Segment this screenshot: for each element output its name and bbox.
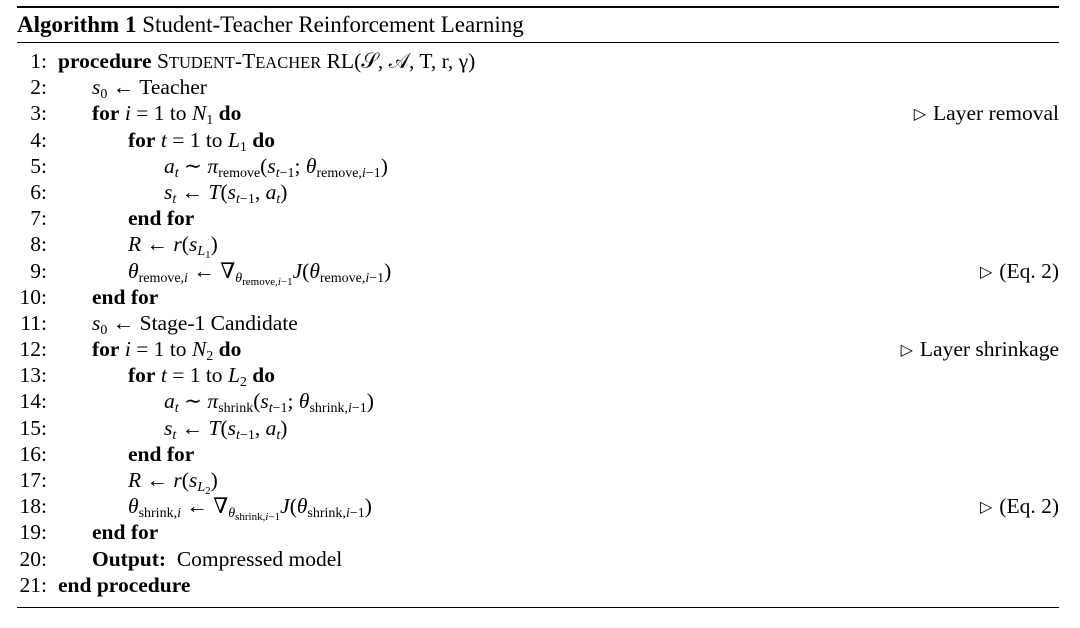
line-text: end for — [92, 520, 159, 545]
line-number: 2: — [30, 75, 47, 100]
line-comment: ▷ Layer shrinkage — [901, 336, 1059, 365]
line-text: $\theta_{shrink,i}$ ← $\nabla_{\theta_{shrink,i-1}}J(\theta_{shrink,i-1})$ — [128, 494, 372, 524]
algorithm-line — [17, 205, 1059, 231]
line-number: 10: — [19, 284, 47, 309]
algorithm-block — [17, 6, 1059, 608]
algorithm-line — [17, 467, 1059, 497]
line-text: end for — [128, 206, 195, 231]
line-text: for t = 1 to $L_1$ do — [128, 127, 275, 155]
algorithm-line — [17, 100, 1059, 129]
line-text: for i = 1 to $N_2$ do — [92, 337, 242, 365]
line-text: $a_t$ ∼ $\pi_{remove}(s_{t-1}$; $\theta_{remove,i-1}$) — [164, 153, 388, 181]
algorithm-label: Algorithm 1 — [17, 12, 137, 37]
line-text: end for — [128, 441, 195, 466]
algorithm-line — [17, 310, 1059, 336]
line-text: Output: Compressed model — [92, 546, 343, 571]
algorithm-line — [17, 362, 1059, 391]
triangle-icon: ▷ — [900, 342, 913, 360]
algorithm-line — [17, 415, 1059, 441]
line-text: procedure STUDENT-TEACHER RL(𝒮, 𝒜, T, r, γ) — [58, 49, 476, 73]
algorithm-line — [17, 284, 1059, 310]
line-number: 16: — [19, 441, 47, 466]
algorithm-title: Student-Teacher Reinforcement Learning — [142, 12, 524, 37]
algorithm-caption — [17, 8, 1059, 42]
line-number: 20: — [19, 546, 47, 571]
line-number: 7: — [30, 206, 47, 231]
line-number: 18: — [19, 494, 47, 519]
line-number: 21: — [19, 572, 47, 597]
line-text: end procedure — [58, 572, 191, 597]
algorithm-line — [17, 388, 1059, 417]
line-text: for t = 1 to $L_2$ do — [128, 363, 275, 391]
algorithm-line — [17, 572, 1059, 598]
algorithm-line — [17, 231, 1059, 262]
line-number: 19: — [19, 520, 47, 545]
algorithm-line — [17, 493, 1059, 524]
line-number: 11: — [20, 310, 47, 335]
line-number: 12: — [19, 337, 47, 362]
algorithm-line — [17, 179, 1059, 205]
line-text: $s_t$ ← $T(s_{t-1}$, $a_t$) — [164, 179, 288, 207]
bottom-rule — [17, 607, 1059, 608]
algorithm-line — [17, 74, 1059, 103]
algorithm-line — [17, 258, 1059, 288]
triangle-icon: ▷ — [979, 263, 993, 281]
line-text: $\theta_{remove,i}$ ← $\nabla_{\theta_{remove,i-1}}J(\theta_{remove,i-1})$ — [128, 258, 392, 288]
line-number: 13: — [19, 363, 47, 388]
algorithm-line — [17, 336, 1059, 365]
line-number: 14: — [19, 389, 47, 414]
line-text: $a_t$ ∼ $\pi_{shrink}(s_{t-1}$; $\theta_{shrink,i-1}$) — [164, 389, 374, 417]
algorithm-line — [17, 48, 1059, 74]
algorithm-line — [17, 519, 1059, 545]
line-comment: ▷ (Eq. 2) — [980, 258, 1059, 287]
line-number: 17: — [19, 468, 47, 492]
line-text: R ← $r(s_{L_1})$ — [128, 232, 218, 262]
algorithm-line — [17, 441, 1059, 467]
line-text: for i = 1 to $N_1$ do — [92, 101, 242, 129]
triangle-icon: ▷ — [979, 499, 993, 517]
line-number: 3: — [30, 101, 47, 126]
line-text: $s_t$ ← $T(s_{t-1}$, $a_t$) — [164, 415, 288, 443]
line-number: 15: — [19, 415, 47, 440]
algorithm-line — [17, 153, 1059, 179]
algorithm-line — [17, 546, 1059, 572]
line-comment: ▷ (Eq. 2) — [980, 493, 1059, 522]
line-number: 4: — [30, 127, 47, 152]
algorithm-lines — [17, 43, 1059, 598]
line-comment: ▷ Layer removal — [914, 100, 1059, 129]
line-number: 5: — [30, 153, 47, 178]
line-text: end for — [92, 284, 159, 309]
triangle-icon: ▷ — [913, 106, 927, 124]
line-number: 9: — [30, 258, 47, 283]
line-text: $s_0$ ← Teacher — [92, 75, 207, 103]
line-number: 1: — [30, 49, 47, 73]
line-text: $s_0$ ← Stage-1 Candidate — [92, 310, 298, 338]
line-text: R ← $r(s_{L_2})$ — [128, 468, 218, 497]
line-number: 8: — [30, 232, 47, 257]
algorithm-line — [17, 127, 1059, 153]
line-number: 6: — [30, 179, 47, 204]
